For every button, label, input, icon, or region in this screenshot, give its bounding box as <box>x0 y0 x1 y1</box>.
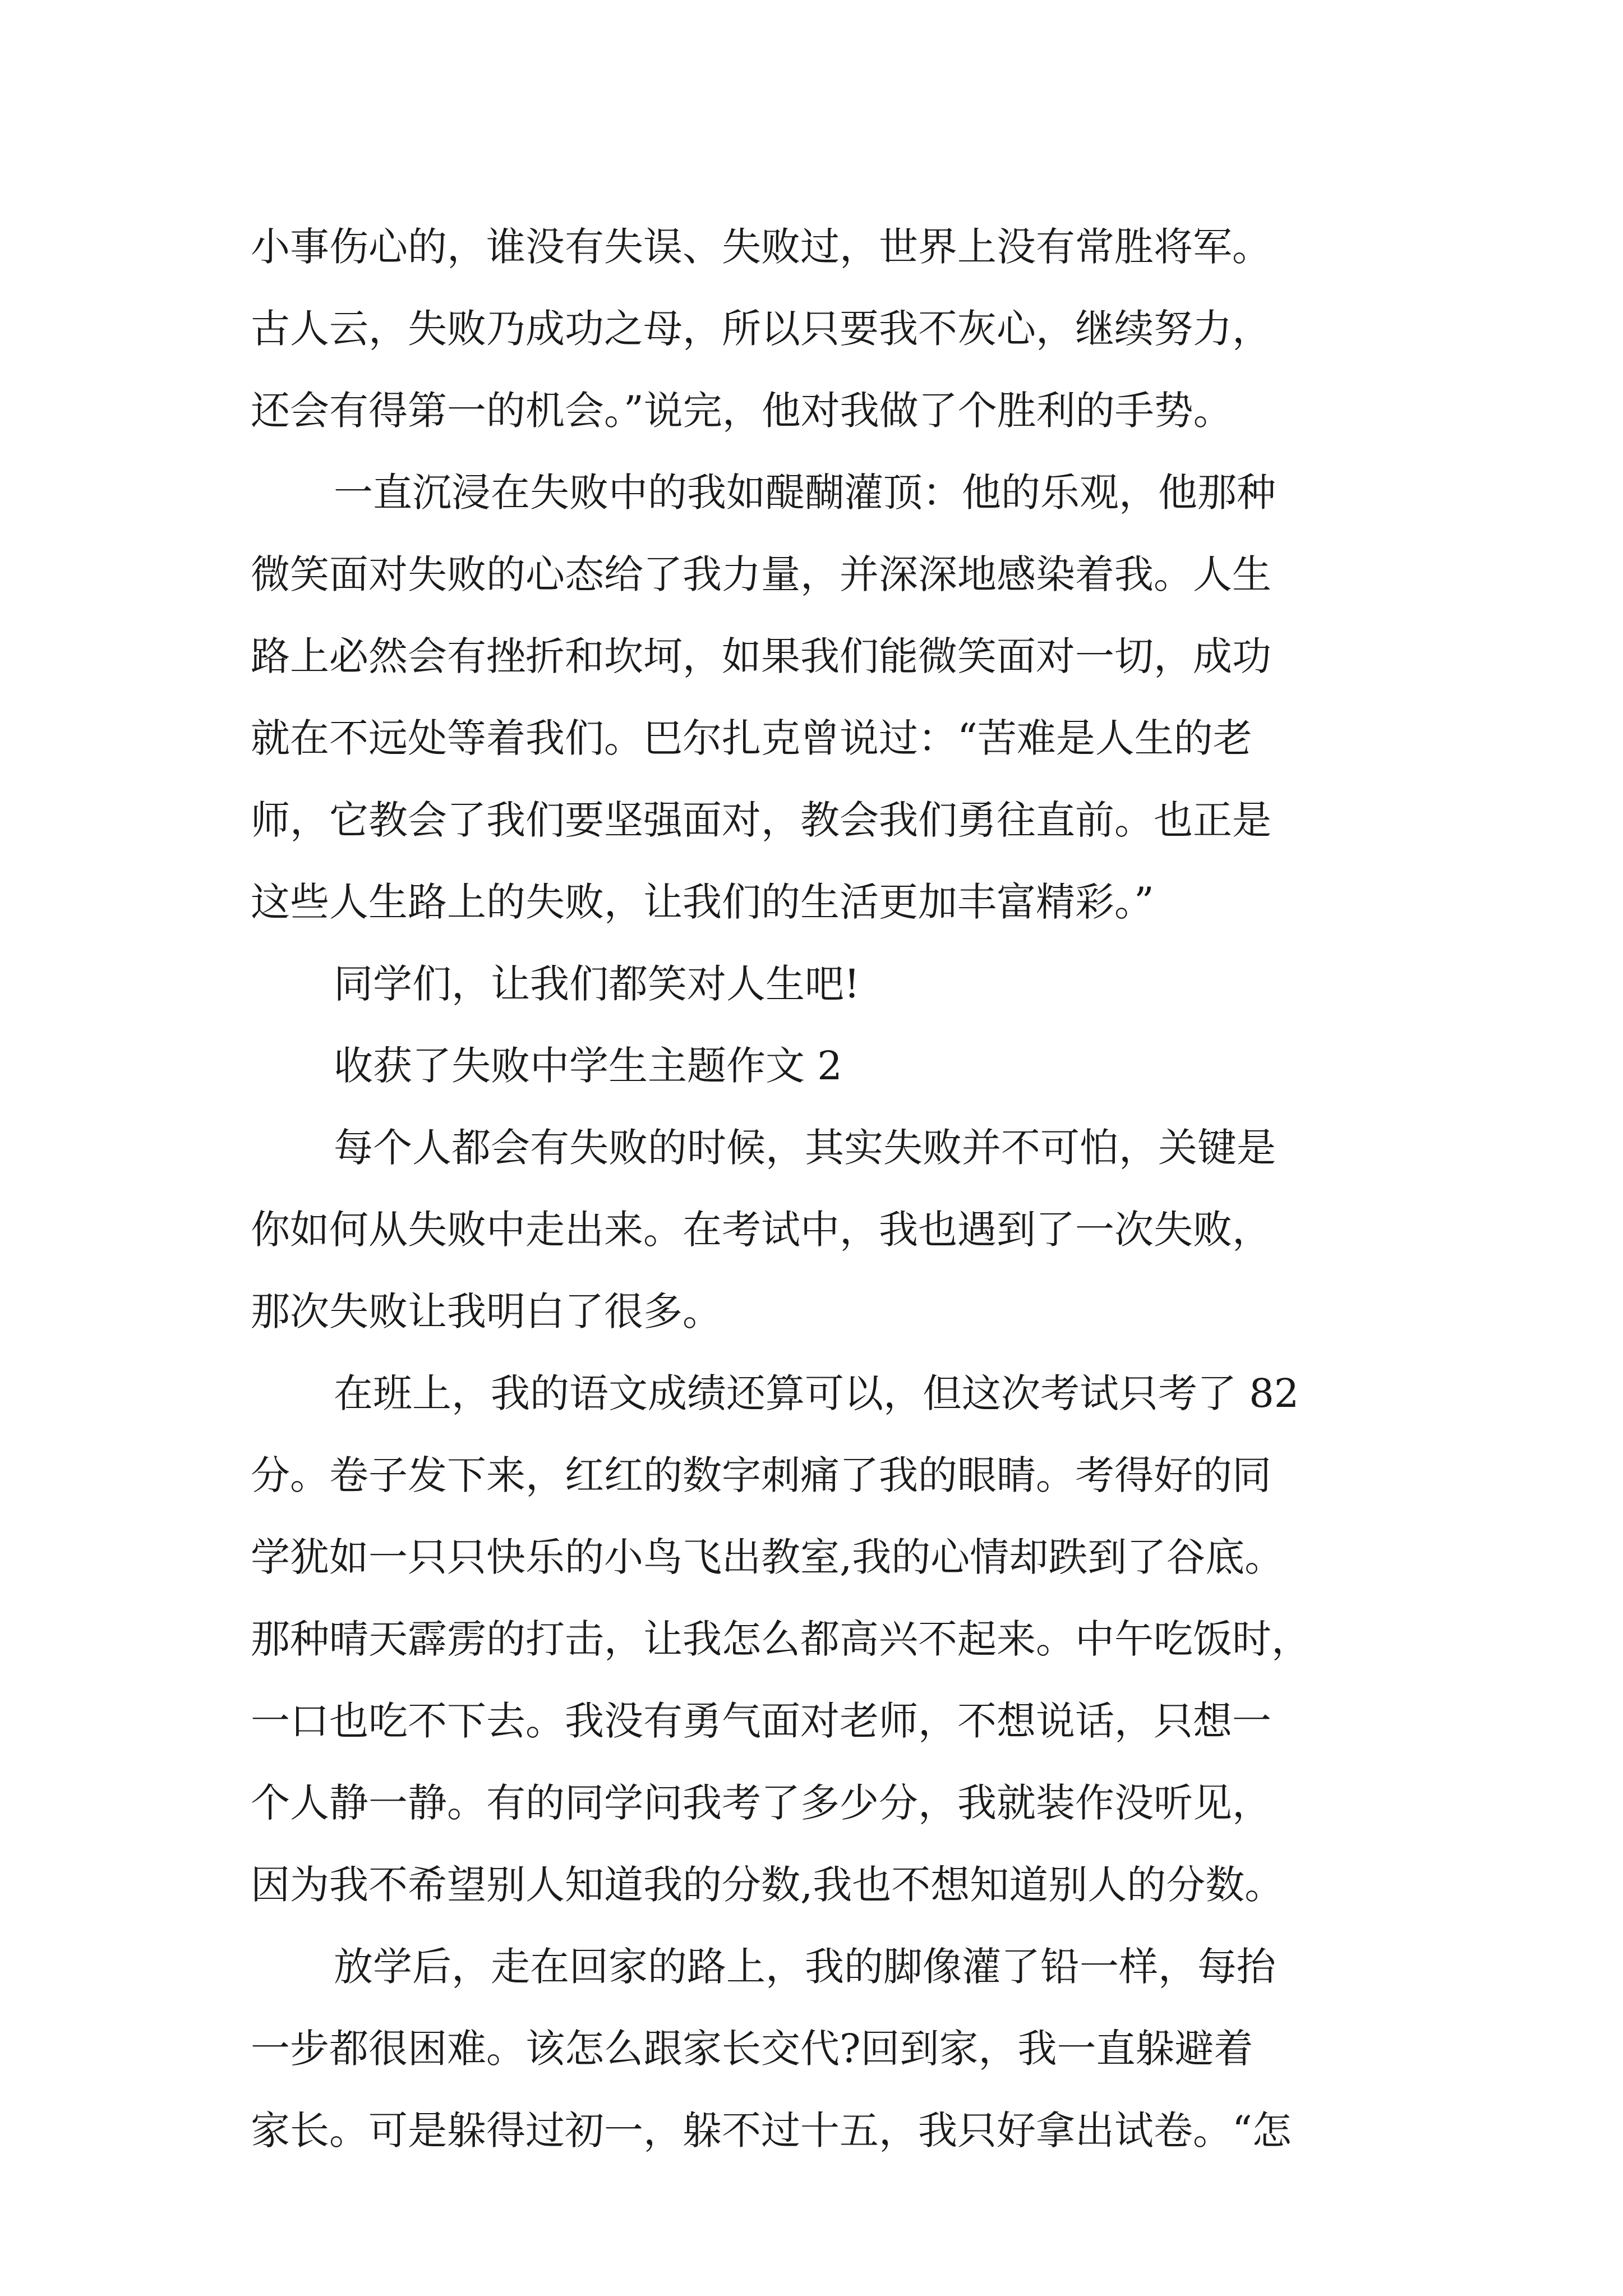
paragraph-start-line: 在班上，我的语文成绩还算可以，但这次考试只考了 82 <box>334 1370 1299 1416</box>
text-line: 这些人生路上的失败，让我们的生活更加丰富精彩。” <box>251 879 1154 925</box>
paragraph-start-line: 放学后，走在回家的路上，我的脚像灌了铅一样，每抬 <box>334 1944 1276 1990</box>
text-line: 你如何从失败中走出来。在考试中，我也遇到了一次失败， <box>251 1207 1271 1253</box>
paragraph-start-line: 一直沉浸在失败中的我如醍醐灌顶：他的乐观，他那种 <box>334 470 1276 516</box>
text-line: 那次失败让我明白了很多。 <box>251 1289 722 1335</box>
text-line: 家长。可是躲得过初一，躲不过十五，我只好拿出试卷。“怎 <box>251 2108 1292 2154</box>
section-title: 收获了失败中学生主题作文 2 <box>334 1043 842 1089</box>
text-line: 微笑面对失败的心态给了我力量，并深深地感染着我。人生 <box>251 551 1271 597</box>
text-line: 就在不远处等着我们。巴尔扎克曾说过：“苦难是人生的老 <box>251 715 1252 761</box>
text-line: 个人静一静。有的同学问我考了多少分，我就装作没听见， <box>251 1780 1271 1826</box>
text-line: 分。卷子发下来，红红的数字刺痛了我的眼睛。考得好的同 <box>251 1452 1271 1498</box>
text-line: 学犹如一只只快乐的小鸟飞出教室,我的心情却跌到了谷底。 <box>251 1534 1284 1580</box>
paragraph-start-line: 每个人都会有失败的时候，其实失败并不可怕，关键是 <box>334 1125 1276 1171</box>
text-line: 一步都很困难。该怎么跟家长交代?回到家，我一直躲避着 <box>251 2026 1253 2072</box>
text-line: 古人云，失败乃成功之母，所以只要我不灰心，继续努力， <box>251 306 1271 352</box>
text-line: 因为我不希望别人知道我的分数,我也不想知道别人的分数。 <box>251 1862 1284 1908</box>
text-line: 那种晴天霹雳的打击，让我怎么都高兴不起来。中午吃饭时， <box>251 1616 1311 1662</box>
text-line: 路上必然会有挫折和坎坷，如果我们能微笑面对一切，成功 <box>251 633 1271 679</box>
text-line: 一口也吃不下去。我没有勇气面对老师，不想说话，只想一 <box>251 1698 1271 1744</box>
paragraph-start-line: 同学们，让我们都笑对人生吧! <box>334 961 860 1007</box>
text-line: 还会有得第一的机会。”说完，他对我做了个胜利的手势。 <box>251 388 1233 434</box>
text-line: 师，它教会了我们要坚强面对，教会我们勇往直前。也正是 <box>251 797 1271 843</box>
text-line: 小事伤心的，谁没有失误、失败过，世界上没有常胜将军。 <box>251 224 1271 270</box>
